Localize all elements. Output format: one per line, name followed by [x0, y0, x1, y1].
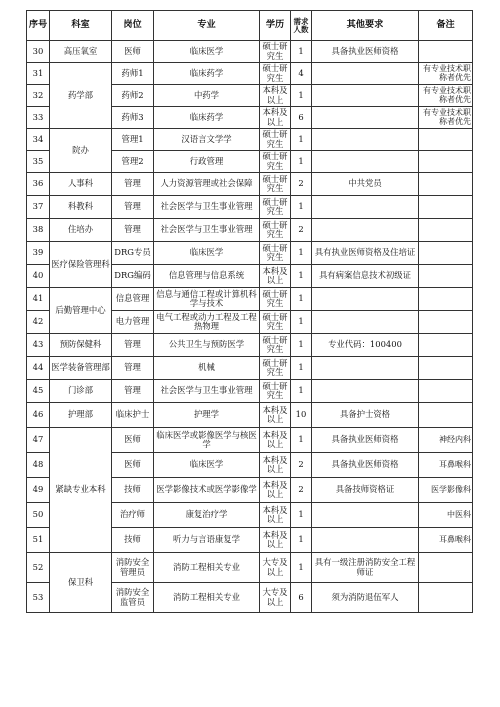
education-cell: 硕士研究生 [260, 357, 291, 380]
remark-cell [419, 403, 473, 428]
major-cell: 汉语言文学学 [154, 129, 260, 151]
major-cell: 行政管理 [154, 151, 260, 173]
post-cell: 管理 [112, 219, 154, 242]
major-cell: 听力与言语康复学 [154, 528, 260, 553]
post-cell: 电力管理 [112, 311, 154, 334]
row-number: 32 [27, 85, 50, 107]
header-cell: 备注 [419, 11, 473, 41]
department-cell: 高压氧室 [50, 41, 112, 63]
major-cell: 社会医学与卫生事业管理 [154, 380, 260, 403]
education-cell: 本科及以上 [260, 403, 291, 428]
major-cell: 信息与通信工程或计算机科学与技术 [154, 288, 260, 311]
requirement-cell [312, 219, 419, 242]
requirement-cell [312, 129, 419, 151]
headcount-cell: 2 [291, 478, 312, 503]
major-cell: 护理学 [154, 403, 260, 428]
department-cell: 科教科 [50, 196, 112, 219]
department-cell: 院办 [50, 129, 112, 173]
post-cell: 医师 [112, 41, 154, 63]
header-cell: 岗位 [112, 11, 154, 41]
row-number: 50 [27, 503, 50, 528]
post-cell: 技师 [112, 528, 154, 553]
post-cell: 信息管理 [112, 288, 154, 311]
recruitment-table-page [26, 10, 472, 613]
headcount-cell: 6 [291, 583, 312, 613]
department-cell: 后勤管理中心 [50, 288, 112, 334]
row-number: 44 [27, 357, 50, 380]
table-row [27, 334, 473, 357]
remark-cell [419, 265, 473, 288]
remark-cell [419, 583, 473, 613]
row-number: 35 [27, 151, 50, 173]
post-cell: 消防安全管理员 [112, 553, 154, 583]
headcount-cell: 1 [291, 357, 312, 380]
headcount-cell: 4 [291, 63, 312, 85]
post-cell: 管理2 [112, 151, 154, 173]
requirement-cell [312, 151, 419, 173]
row-number: 49 [27, 478, 50, 503]
post-cell: 药师3 [112, 107, 154, 129]
education-cell: 硕士研究生 [260, 380, 291, 403]
education-cell: 大专及以上 [260, 583, 291, 613]
row-number: 45 [27, 380, 50, 403]
major-cell: 康复治疗学 [154, 503, 260, 528]
major-cell: 临床药学 [154, 107, 260, 129]
post-cell: 管理 [112, 357, 154, 380]
education-cell: 硕士研究生 [260, 173, 291, 196]
row-number: 43 [27, 334, 50, 357]
headcount-cell: 1 [291, 334, 312, 357]
post-cell: 药师2 [112, 85, 154, 107]
row-number: 30 [27, 41, 50, 63]
remark-cell [419, 173, 473, 196]
row-number: 41 [27, 288, 50, 311]
headcount-cell: 1 [291, 129, 312, 151]
requirement-cell [312, 503, 419, 528]
row-number: 40 [27, 265, 50, 288]
education-cell: 硕士研究生 [260, 196, 291, 219]
remark-cell [419, 311, 473, 334]
table-row [27, 173, 473, 196]
post-cell: 医师 [112, 428, 154, 453]
requirement-cell: 具备执业医师资格 [312, 453, 419, 478]
major-cell: 消防工程相关专业 [154, 583, 260, 613]
major-cell: 机械 [154, 357, 260, 380]
row-number: 34 [27, 129, 50, 151]
education-cell: 硕士研究生 [260, 219, 291, 242]
requirement-cell [312, 288, 419, 311]
requirement-cell: 具备执业医师资格 [312, 428, 419, 453]
education-cell: 硕士研究生 [260, 288, 291, 311]
headcount-cell: 1 [291, 288, 312, 311]
post-cell: 治疗师 [112, 503, 154, 528]
table-row [27, 129, 473, 151]
post-cell: 管理 [112, 380, 154, 403]
header-row [27, 11, 473, 41]
table-row [27, 288, 473, 311]
remark-cell: 有专业技术职称者优先 [419, 85, 473, 107]
header-cell: 序号 [27, 11, 50, 41]
headcount-cell: 1 [291, 553, 312, 583]
post-cell: 管理 [112, 334, 154, 357]
requirement-cell [312, 63, 419, 85]
headcount-cell: 1 [291, 151, 312, 173]
header-cell: 学历 [260, 11, 291, 41]
major-cell: 临床医学 [154, 41, 260, 63]
department-cell: 医学装备管理部 [50, 357, 112, 380]
requirement-cell: 具备技师资格证 [312, 478, 419, 503]
requirement-cell [312, 107, 419, 129]
table-row [27, 242, 473, 265]
requirement-cell [312, 311, 419, 334]
major-cell: 临床药学 [154, 63, 260, 85]
remark-cell: 耳鼻喉科 [419, 528, 473, 553]
row-number: 53 [27, 583, 50, 613]
requirement-cell: 具有执业医师资格及住培证 [312, 242, 419, 265]
headcount-cell: 1 [291, 196, 312, 219]
remark-cell [419, 357, 473, 380]
post-cell: 医师 [112, 453, 154, 478]
department-cell: 住培办 [50, 219, 112, 242]
headcount-cell: 1 [291, 242, 312, 265]
headcount-cell: 1 [291, 380, 312, 403]
headcount-cell: 1 [291, 528, 312, 553]
education-cell: 硕士研究生 [260, 311, 291, 334]
headcount-cell: 1 [291, 428, 312, 453]
remark-cell [419, 41, 473, 63]
header-cell: 科室 [50, 11, 112, 41]
department-cell: 护理部 [50, 403, 112, 428]
remark-cell [419, 151, 473, 173]
major-cell: 电气工程或动力工程及工程热物理 [154, 311, 260, 334]
headcount-cell: 6 [291, 107, 312, 129]
post-cell: 管理 [112, 173, 154, 196]
row-number: 42 [27, 311, 50, 334]
education-cell: 大专及以上 [260, 553, 291, 583]
table-row [27, 219, 473, 242]
row-number: 48 [27, 453, 50, 478]
requirement-cell: 具备护士资格 [312, 403, 419, 428]
major-cell: 公共卫生与预防医学 [154, 334, 260, 357]
remark-cell: 有专业技术职称者优先 [419, 63, 473, 85]
row-number: 39 [27, 242, 50, 265]
department-cell: 人事科 [50, 173, 112, 196]
table-row [27, 196, 473, 219]
remark-cell: 有专业技术职称者优先 [419, 107, 473, 129]
row-number: 51 [27, 528, 50, 553]
remark-cell [419, 242, 473, 265]
headcount-cell: 1 [291, 311, 312, 334]
education-cell: 本科及以上 [260, 478, 291, 503]
requirement-cell: 专业代码：100400 [312, 334, 419, 357]
headcount-cell: 1 [291, 265, 312, 288]
education-cell: 本科及以上 [260, 503, 291, 528]
requirement-cell: 须为消防退伍军人 [312, 583, 419, 613]
header-cell: 其他要求 [312, 11, 419, 41]
row-number: 31 [27, 63, 50, 85]
post-cell: DRG编码 [112, 265, 154, 288]
table-row [27, 553, 473, 583]
department-cell: 门诊部 [50, 380, 112, 403]
table-row [27, 428, 473, 453]
row-number: 33 [27, 107, 50, 129]
remark-cell [419, 129, 473, 151]
headcount-cell: 1 [291, 503, 312, 528]
education-cell: 硕士研究生 [260, 41, 291, 63]
post-cell: 药师1 [112, 63, 154, 85]
post-cell: 管理1 [112, 129, 154, 151]
header-cell: 需求人数 [291, 11, 312, 41]
headcount-cell: 2 [291, 453, 312, 478]
education-cell: 硕士研究生 [260, 242, 291, 265]
row-number: 37 [27, 196, 50, 219]
remark-cell [419, 219, 473, 242]
row-number: 38 [27, 219, 50, 242]
row-number: 52 [27, 553, 50, 583]
post-cell: 管理 [112, 196, 154, 219]
major-cell: 人力资源管理或社会保障 [154, 173, 260, 196]
remark-cell [419, 288, 473, 311]
requirement-cell: 具备执业医师资格 [312, 41, 419, 63]
requirement-cell [312, 528, 419, 553]
education-cell: 本科及以上 [260, 428, 291, 453]
row-number: 46 [27, 403, 50, 428]
education-cell: 本科及以上 [260, 528, 291, 553]
requirement-cell: 具有一级注册消防安全工程师证 [312, 553, 419, 583]
requirement-cell: 中共党员 [312, 173, 419, 196]
table-row [27, 357, 473, 380]
requirement-cell: 具有病案信息技术初级证 [312, 265, 419, 288]
headcount-cell: 10 [291, 403, 312, 428]
remark-cell: 医学影像科 [419, 478, 473, 503]
major-cell: 中药学 [154, 85, 260, 107]
remark-cell [419, 380, 473, 403]
education-cell: 本科及以上 [260, 453, 291, 478]
department-cell: 预防保健科 [50, 334, 112, 357]
table-row [27, 403, 473, 428]
remark-cell: 中医科 [419, 503, 473, 528]
major-cell: 临床医学 [154, 453, 260, 478]
remark-cell: 神经内科 [419, 428, 473, 453]
major-cell: 临床医学或影像医学与核医学 [154, 428, 260, 453]
requirement-cell [312, 357, 419, 380]
department-cell: 药学部 [50, 63, 112, 129]
post-cell: 技师 [112, 478, 154, 503]
table-row [27, 380, 473, 403]
requirement-cell [312, 196, 419, 219]
major-cell: 信息管理与信息系统 [154, 265, 260, 288]
remark-cell: 耳鼻喉科 [419, 453, 473, 478]
table-row [27, 63, 473, 85]
post-cell: 临床护士 [112, 403, 154, 428]
major-cell: 消防工程相关专业 [154, 553, 260, 583]
department-cell: 紧缺专业本科 [50, 428, 112, 553]
row-number: 47 [27, 428, 50, 453]
education-cell: 硕士研究生 [260, 334, 291, 357]
education-cell: 本科及以上 [260, 265, 291, 288]
remark-cell [419, 334, 473, 357]
requirement-cell [312, 380, 419, 403]
education-cell: 硕士研究生 [260, 151, 291, 173]
headcount-cell: 2 [291, 173, 312, 196]
major-cell: 医学影像技术或医学影像学 [154, 478, 260, 503]
requirement-cell [312, 85, 419, 107]
major-cell: 社会医学与卫生事业管理 [154, 219, 260, 242]
major-cell: 社会医学与卫生事业管理 [154, 196, 260, 219]
remark-cell [419, 196, 473, 219]
headcount-cell: 1 [291, 85, 312, 107]
headcount-cell: 2 [291, 219, 312, 242]
department-cell: 保卫科 [50, 553, 112, 613]
header-cell: 专业 [154, 11, 260, 41]
major-cell: 临床医学 [154, 242, 260, 265]
post-cell: DRG专员 [112, 242, 154, 265]
table-row [27, 41, 473, 63]
education-cell: 硕士研究生 [260, 129, 291, 151]
post-cell: 消防安全监管员 [112, 583, 154, 613]
department-cell: 医疗保险管理科 [50, 242, 112, 288]
education-cell: 本科及以上 [260, 85, 291, 107]
remark-cell [419, 553, 473, 583]
recruitment-table [26, 10, 473, 613]
row-number: 36 [27, 173, 50, 196]
education-cell: 硕士研究生 [260, 63, 291, 85]
headcount-cell: 1 [291, 41, 312, 63]
education-cell: 本科及以上 [260, 107, 291, 129]
